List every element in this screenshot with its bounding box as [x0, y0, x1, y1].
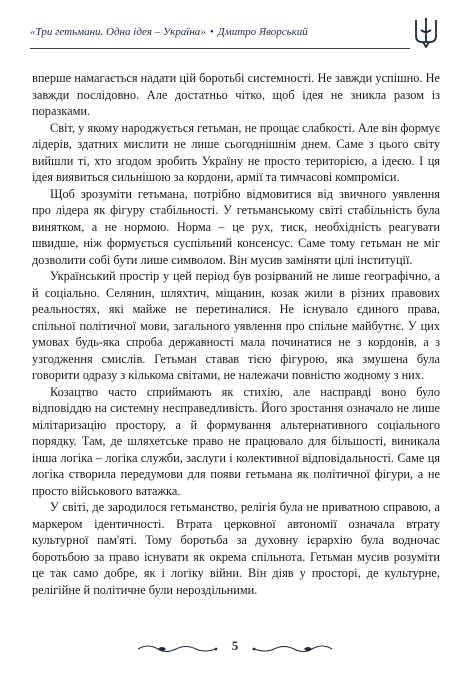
header-separator: • [209, 26, 214, 38]
body-text [32, 70, 440, 598]
book-title: «Три гетьмани. Одна ідея – Україна» [30, 26, 206, 38]
trident-icon [412, 16, 440, 50]
running-head-text [30, 26, 308, 38]
header-rule [30, 48, 410, 49]
paragraph: Щоб зрозуміти гетьмана, потрібно відмовитися від звичного уявлення про лідера як фігуру стабільності. У гетьманському світі стабільність була винятком, а не нормою. Норма – це рух, тиск, необхідність реагувати швидше, ніж формується суспільний консенсус. Саме тому гетьман не міг дозволити собі бути лише символом. Він мусив заміняти цілі інституції. [32, 186, 440, 267]
paragraph: Козацтво часто сприймають як стихію, але насправді воно було відповіддю на системну несправедливість. Його зростання означало не лише мілітаризацію простору, а й формування альтернативного соціального порядку. Там, де шляхетське право не працювало для більшості, виникала інша логіка – логіка служби, заслуги і колективної відповідальності. Саме ця логіка створила передумови для появи гетьмана як політичної фігури, а не просто військового ватажка. [32, 384, 440, 498]
paragraph: вперше намагається надати цій боротьбі системності. Не завжди успішно. Не завжди послідовно. Але достатньо чітко, щоб ідея не зникла разом із поразками. [32, 71, 440, 118]
right-ornament-icon [252, 642, 334, 656]
author-name: Дмитро Яворський [217, 26, 308, 38]
paragraph: У світі, де зародилося гетьманство, релігія була не приватною справою, а маркером ідентичності. Втрата церковної автономії означала втрату культурної пам'яті. Тому боротьба за духовну ієрархію була водночас боротьбою за право існувати як окрема спільнота. Гетьман мусив розуміти це так само добре, як і логіку війни. Він діяв у просторі, де культурне, релігійне й політичне були нероздільними. [32, 500, 440, 597]
page-footer [0, 636, 470, 666]
left-ornament-icon [136, 642, 218, 656]
page-number: 5 [231, 638, 239, 653]
running-header [30, 20, 440, 46]
paragraph: Український простір у цей період був розірваний не лише географічно, а й соціально. Селянин, шляхтич, міщанин, козак жили в різних правових реальностях, які майже не перетиналися. Не існувало єдиного права, спільної політичної мови, загального уявлення про спільне майбутнє. У цих умовах будь-яка спроба державності мала починатися не з кордонів, а з узгодження смислів. Гетьман ставав тією фігурою, яка змушена була говорити одразу з кількома світами, не належачи повністю жодному з них. [32, 269, 440, 382]
paragraph: Світ, у якому народжується гетьман, не прощає слабкості. Але він формує лідерів, здатних мислити не лише сьогоднішнім днем. Саме з цього світу вийшли ті, хто згодом зробить Україну не просто територією, а ідеєю. І ця ідея виявиться сильнішою за кордони, армії та тимчасові компроміси. [32, 120, 440, 184]
